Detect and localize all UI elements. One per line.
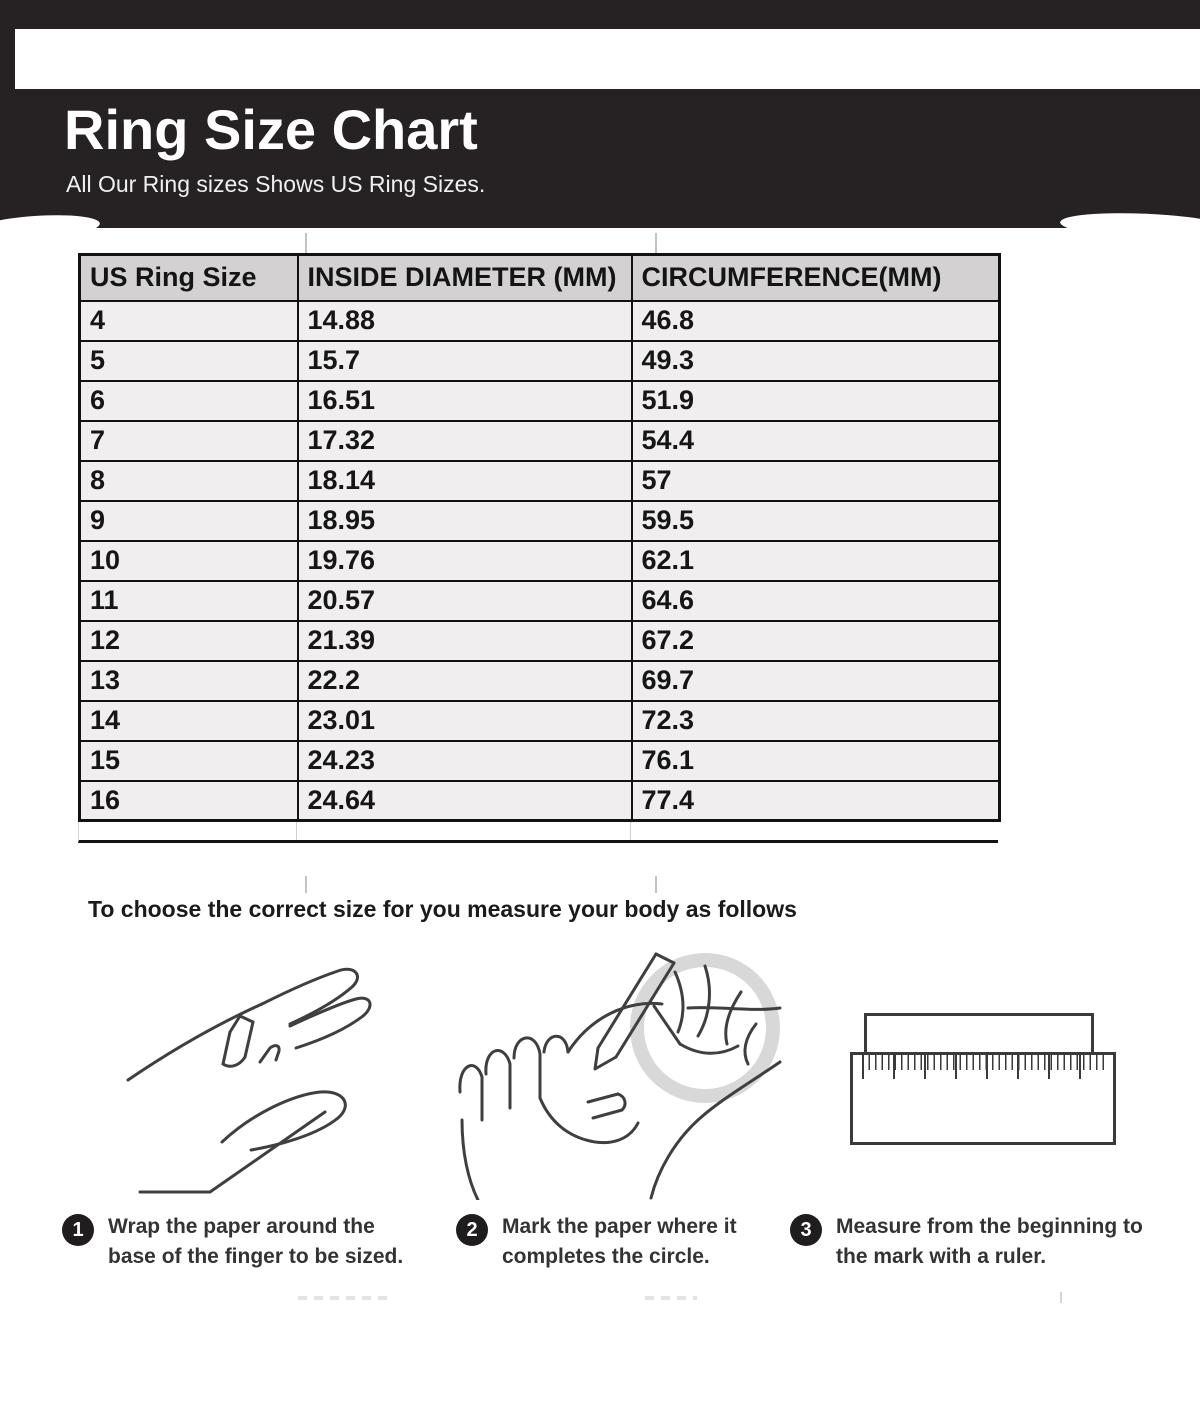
table-cell: 77.4 [632, 781, 1000, 821]
instructions-heading: To choose the correct size for you measure your body as follows [88, 896, 797, 922]
column-header-circumference: CIRCUMFERENCE(MM) [632, 255, 1000, 301]
table-row [80, 461, 1000, 501]
table-cell: 9 [80, 501, 298, 541]
step-text-line: base of the finger to be sized. [108, 1245, 404, 1269]
scan-artifact [645, 1296, 697, 1300]
page-subtitle: All Our Ring sizes Shows US Ring Sizes. [66, 171, 486, 197]
step-text-line: completes the circle. [502, 1245, 710, 1269]
table-cell: 10 [80, 541, 298, 581]
table-cell: 22.2 [298, 661, 632, 701]
step-text [108, 1212, 403, 1273]
table-row [80, 381, 1000, 421]
table-cell: 19.76 [298, 541, 632, 581]
table-cell: 12 [80, 621, 298, 661]
table-cell: 72.3 [632, 701, 1000, 741]
table-row [80, 341, 1000, 381]
gridline-stub [630, 822, 631, 840]
table-cell: 7 [80, 421, 298, 461]
page-title: Ring Size Chart [64, 98, 478, 161]
table-cell: 18.14 [298, 461, 632, 501]
table-cell: 6 [80, 381, 298, 421]
gridline-stub [296, 822, 297, 840]
step-text-line: Mark the paper where it [502, 1215, 737, 1238]
column-header-us-ring-size: US Ring Size [80, 255, 298, 301]
table-row [80, 741, 1000, 781]
banner-edge-smudge-left [0, 211, 101, 244]
step-text-line: Measure from the beginning to [836, 1215, 1143, 1238]
step-3 [790, 1212, 1143, 1273]
table-cell: 67.2 [632, 621, 1000, 661]
hand-marking-paper-with-pencil-icon [448, 950, 833, 1200]
table-cell: 76.1 [632, 741, 1000, 781]
table-row [80, 781, 1000, 821]
table-row [80, 621, 1000, 661]
table-cell: 5 [80, 341, 298, 381]
step-text-line: the mark with a ruler. [836, 1245, 1047, 1269]
table-row [80, 581, 1000, 621]
paper-strip-and-ruler-icon [850, 1010, 1122, 1150]
ring-size-table [78, 253, 1001, 822]
table-cell: 23.01 [298, 701, 632, 741]
table-row [80, 701, 1000, 741]
step-number-badge: 1 [62, 1214, 94, 1246]
table-cell: 8 [80, 461, 298, 501]
table-row [80, 421, 1000, 461]
step-text [836, 1212, 1143, 1273]
table-cell: 24.64 [298, 781, 632, 821]
table-cell: 14.88 [298, 301, 632, 341]
step-2 [456, 1212, 737, 1273]
table-cell: 14 [80, 701, 298, 741]
header-white-strip [0, 29, 1200, 89]
table-cell: 51.9 [632, 381, 1000, 421]
table-cell: 18.95 [298, 501, 632, 541]
table-cell: 64.6 [632, 581, 1000, 621]
table-header-row [80, 255, 1000, 301]
table-cell: 17.32 [298, 421, 632, 461]
gridline-stub [655, 233, 657, 253]
gridline-stub [305, 876, 307, 893]
table-cell: 46.8 [632, 301, 1000, 341]
table-cell: 62.1 [632, 541, 1000, 581]
step-number-badge: 2 [456, 1214, 488, 1246]
table-cell: 49.3 [632, 341, 1000, 381]
table-cell: 57 [632, 461, 1000, 501]
table-cell: 16 [80, 781, 298, 821]
table-cell: 16.51 [298, 381, 632, 421]
header-top-bar [0, 0, 1200, 29]
table-row [80, 501, 1000, 541]
column-header-inside-diameter: INSIDE DIAMETER (MM) [298, 255, 632, 301]
table-cell: 15.7 [298, 341, 632, 381]
table-row [80, 541, 1000, 581]
table-cell: 69.7 [632, 661, 1000, 701]
table-cell: 13 [80, 661, 298, 701]
table-cell: 21.39 [298, 621, 632, 661]
ruler-ticks-small [862, 1055, 1104, 1070]
table-cell: 11 [80, 581, 298, 621]
header-banner [0, 89, 1200, 228]
table-row [80, 661, 1000, 701]
scan-artifact [298, 1296, 393, 1300]
scan-artifact [1060, 1292, 1062, 1303]
table-cell: 59.5 [632, 501, 1000, 541]
step-1 [62, 1212, 403, 1273]
step-text-line: Wrap the paper around the [108, 1215, 375, 1238]
table-row [80, 301, 1000, 341]
gridline-stub [655, 876, 657, 893]
step-text [502, 1212, 737, 1273]
step-number-badge: 3 [790, 1214, 822, 1246]
table-cell: 54.4 [632, 421, 1000, 461]
table-cell: 4 [80, 301, 298, 341]
table-body [80, 301, 1000, 821]
table-empty-row [78, 822, 998, 843]
gridline-stub [305, 233, 307, 253]
ruler-shape [850, 1052, 1116, 1145]
hand-with-paper-strip-icon [110, 952, 460, 1202]
table-cell: 24.23 [298, 741, 632, 781]
size-table-container [78, 253, 1000, 843]
table-cell: 15 [80, 741, 298, 781]
banner-edge-smudge-right [1059, 209, 1200, 244]
table-cell: 20.57 [298, 581, 632, 621]
